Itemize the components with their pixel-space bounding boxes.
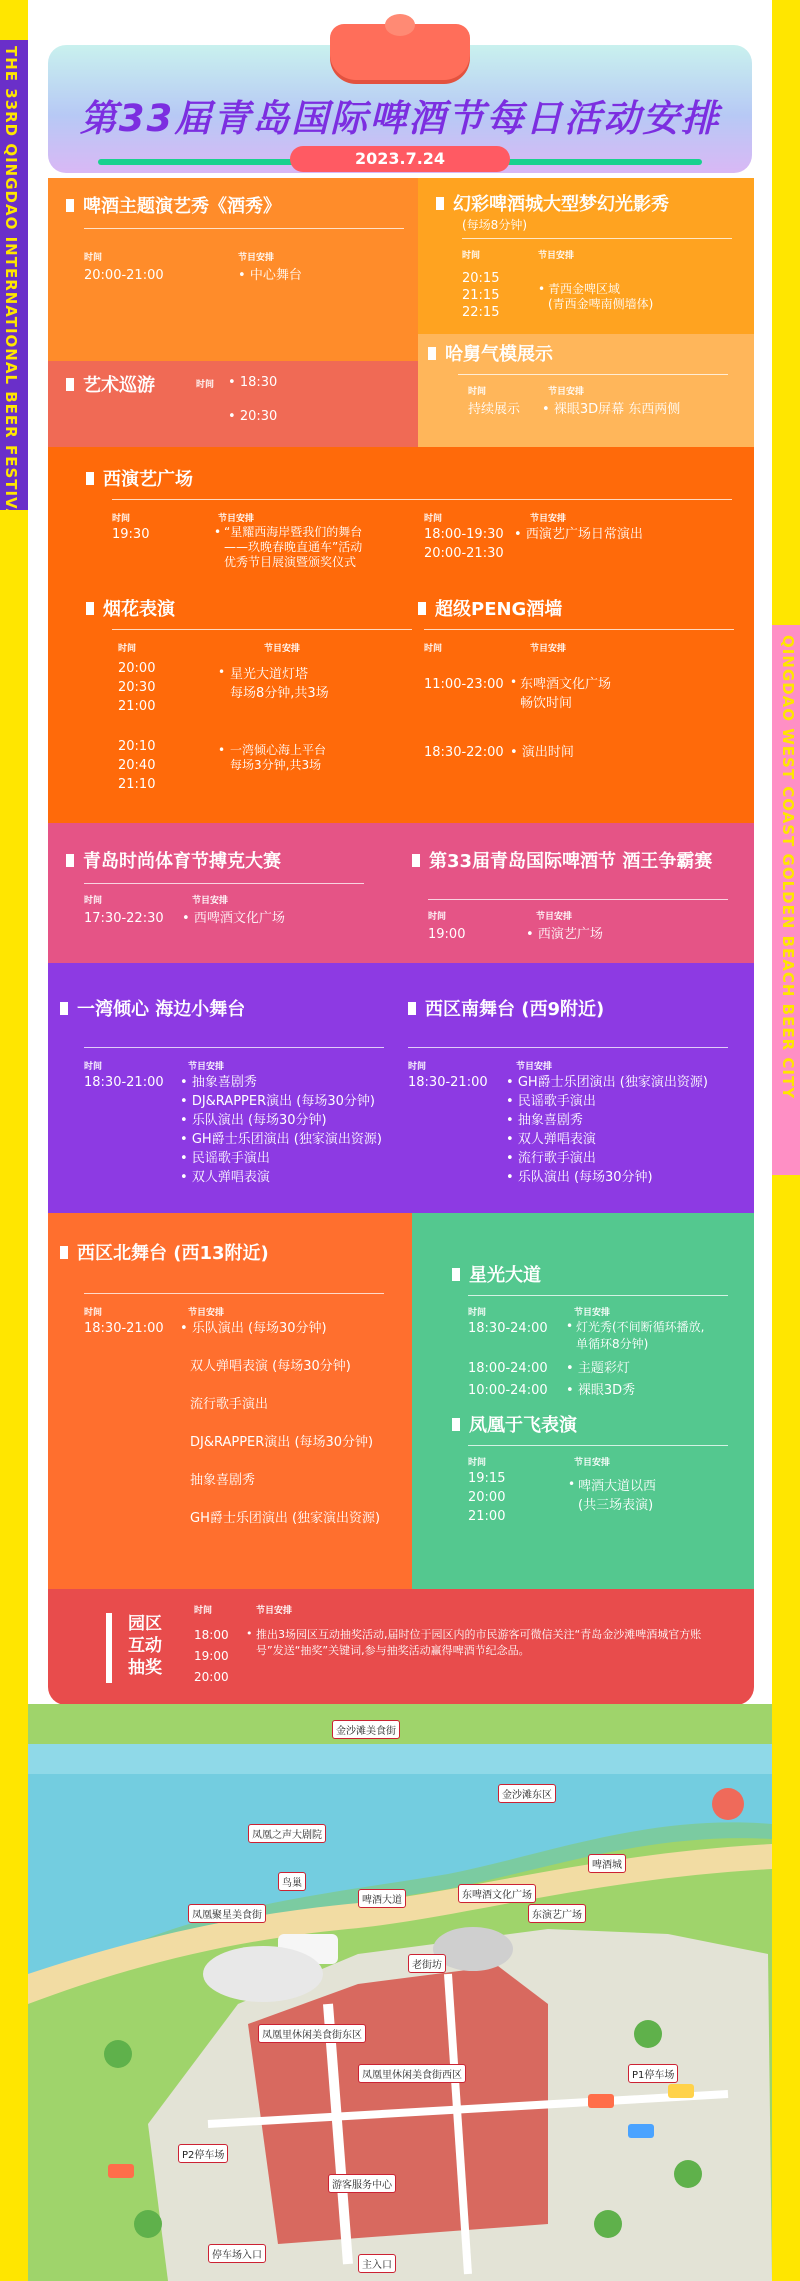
jiuxiu-program: • 中心舞台 <box>238 266 302 285</box>
divider <box>84 1047 384 1048</box>
left-vertical-banner <box>0 40 28 532</box>
star-avenue-time-2: 18:00-24:00 <box>468 1361 548 1376</box>
program-label: 节目安排 <box>218 514 255 524</box>
light-show-program: 青西金啤区域 (青西金啤南侧墙体) <box>548 282 654 311</box>
time-label: 时间 <box>84 896 103 906</box>
fireworks-times-2: 20:10 20:40 21:10 <box>118 739 156 792</box>
list-item: • GH爵士乐团演出 (独家演出资源) <box>180 1130 382 1149</box>
divider <box>112 499 732 500</box>
list-item: • DJ&RAPPER演出 (每场30分钟) <box>180 1092 382 1111</box>
north-stage-title: 西区北舞台 (西13附近) <box>60 1243 269 1265</box>
fireworks-title: 烟花表演 <box>86 599 175 621</box>
section-west-plaza-block: 西演艺广场 时间 节目安排 19:30 “星耀西海岸暨我们的舞台 ——玖晚春晚直通车”活动 优秀节目展演暨颁奖仪式 • 时间 节目安排 18:00-19:30 20:00-21:30 • 西演艺广场日常演出 烟花表演 时间 节目安排 20:00 20:30 21:00 星光大道灯塔 每场8分钟,共3场 • 20:10 20:40 21:10 一湾倾心海上平台 每场3分钟,共3场 • 超级PENG酒墙 时间 节目安排 11:00-23:00 东啤酒文化广场 畅饮时间 • 18:30-22:00 • 演出时间 <box>48 447 754 823</box>
map-label: 东演艺广场 <box>528 1904 586 1923</box>
star-avenue-program-2: • 主题彩灯 <box>566 1359 630 1378</box>
section-inflatable <box>418 334 754 447</box>
program-label: 节目安排 <box>188 1062 225 1072</box>
program-label: 节目安排 <box>256 1606 293 1616</box>
lottery-bar <box>106 1613 112 1683</box>
beer-wall-time-1: 11:00-23:00 <box>424 677 504 692</box>
list-item: • 乐队演出 (每场30分钟) <box>506 1168 708 1187</box>
list-item: GH爵士乐团演出 (独家演出资源) <box>190 1511 381 1526</box>
star-avenue-title: 星光大道 <box>452 1265 541 1287</box>
beer-wall-title: 超级PENG酒墙 <box>418 599 562 621</box>
section-star-avenue: 星光大道 时间 节目安排 18:30-24:00 灯光秀(不间断循环播放, 单循环8分钟) • 18:00-24:00 • 主题彩灯 10:00-24:00 • 裸眼3D秀 凤凰于飞表演 时间 节目安排 19:15 20:00 21:00 啤酒大道以西 (共三场表演) • <box>412 1213 754 1589</box>
section-jiuxiu <box>48 178 418 361</box>
list-item: • 乐队演出 (每场30分钟) <box>180 1111 382 1130</box>
boke-title: 青岛时尚体育节搏克大赛 <box>66 851 281 873</box>
clipboard-clip-icon <box>330 24 470 80</box>
list-item: • 乐队演出 (每场30分钟) <box>180 1319 327 1338</box>
west-plaza-time: 19:30 <box>112 527 150 542</box>
list-item: • 双人弹唱表演 <box>506 1130 708 1149</box>
light-show-title: 幻彩啤酒城大型梦幻光影秀 <box>436 194 669 216</box>
left-banner-text: THE 33RD QINGDAO INTERNATIONAL BEER FESTIVAL <box>2 46 20 532</box>
list-item: • 双人弹唱表演 <box>180 1168 382 1187</box>
list-item: 抽象喜剧秀 <box>190 1473 256 1488</box>
star-avenue-program-3: • 裸眼3D秀 <box>566 1381 635 1400</box>
star-avenue-time-1: 18:30-24:00 <box>468 1321 548 1336</box>
time-label: 时间 <box>112 514 131 524</box>
boke-program: • 西啤酒文化广场 <box>182 909 285 928</box>
fireworks-program-2: 一湾倾心海上平台 每场3分钟,共3场 <box>230 743 327 772</box>
star-avenue-program-1: 灯光秀(不间断循环播放, 单循环8分钟) <box>576 1320 705 1351</box>
map-label: 主入口 <box>358 2254 396 2273</box>
south-stage-time: 18:30-21:00 <box>408 1075 488 1090</box>
map-label: 金沙滩东区 <box>498 1784 556 1803</box>
south-stage-list <box>506 1073 708 1187</box>
beer-wall-program-2: • 演出时间 <box>510 743 574 762</box>
map-label: 啤酒城 <box>588 1854 626 1873</box>
map-label: 老街坊 <box>408 1954 446 1973</box>
section-light-show: 幻彩啤酒城大型梦幻光影秀 (每场8分钟) 时间 节目安排 20:15 21:15 22:15 青西金啤区域 (青西金啤南侧墙体) • <box>418 178 754 334</box>
date-badge: 2023.7.24 <box>290 146 510 172</box>
seaside-stage-title: 一湾倾心 海边小舞台 <box>60 999 245 1021</box>
section-north-stage <box>48 1213 412 1589</box>
time-label: 时间 <box>196 380 215 390</box>
parade-title: 艺术巡游 <box>66 375 155 397</box>
right-vertical-banner <box>772 625 800 1175</box>
program-label: 节目安排 <box>538 251 575 261</box>
divider <box>112 629 412 630</box>
boke-time: 17:30-22:30 <box>84 911 164 926</box>
list-item: 双人弹唱表演 (每场30分钟) <box>190 1359 351 1374</box>
map-label: 凤凰里休闲美食街西区 <box>358 2064 466 2083</box>
fireworks-times-1: 20:00 20:30 21:00 <box>118 661 156 714</box>
section-lottery: 园区 互动 抽奖 时间 节目安排 18:00 19:00 20:00 推出3场园区互动抽奖活动,届时位于园区内的市民游客可微信关注“青岛金沙滩啤酒城官方账号”发送“抽奖”关键词,参与抽奖活动赢得啤酒节纪念品。 • <box>48 1589 754 1705</box>
map-label: P2停车场 <box>178 2144 228 2163</box>
list-item: • GH爵士乐团演出 (独家演出资源) <box>506 1073 708 1092</box>
divider <box>468 1295 728 1296</box>
light-show-times: 20:15 21:15 22:15 <box>462 271 500 320</box>
inflatable-title: 哈舅气模展示 <box>428 344 553 366</box>
list-item: • 流行歌手演出 <box>506 1149 708 1168</box>
time-label: 时间 <box>194 1606 213 1616</box>
map-label: 游客服务中心 <box>328 2174 396 2193</box>
list-item: • 抽象喜剧秀 <box>180 1073 382 1092</box>
map-illustration <box>28 1704 772 2281</box>
inflatable-program: • 裸眼3D屏幕 东西两侧 <box>542 400 680 419</box>
program-label: 节目安排 <box>574 1458 611 1468</box>
time-label: 时间 <box>468 387 487 397</box>
program-label: 节目安排 <box>516 1062 553 1072</box>
right-banner-text: QINGDAO WEST COAST GOLDEN BEACH BEER CITY <box>779 635 797 1100</box>
map-label: 凤凰之声大剧院 <box>248 1824 326 1843</box>
program-label: 节目安排 <box>264 644 301 654</box>
map-label: 金沙滩美食街 <box>332 1720 400 1739</box>
time-label: 时间 <box>468 1458 487 1468</box>
list-item: • 民谣歌手演出 <box>180 1149 382 1168</box>
program-label: 节目安排 <box>238 253 275 263</box>
program-label: 节目安排 <box>548 387 585 397</box>
park-map <box>28 1704 772 2281</box>
divider <box>424 629 734 630</box>
divider <box>462 238 732 239</box>
time-label: 时间 <box>424 514 443 524</box>
beer-king-program: • 西演艺广场 <box>526 925 603 944</box>
beer-king-title: 第33届青岛国际啤酒节 酒王争霸赛 <box>412 851 712 873</box>
lottery-times: 18:00 19:00 20:00 <box>194 1628 229 1684</box>
program-label: 节目安排 <box>574 1308 611 1318</box>
time-label: 时间 <box>462 251 481 261</box>
divider <box>428 899 728 900</box>
divider <box>468 1445 728 1446</box>
program-label: 节目安排 <box>530 644 567 654</box>
north-stage-time: 18:30-21:00 <box>84 1321 164 1336</box>
west-plaza-program: “星耀西海岸暨我们的舞台 ——玖晚春晚直通车”活动 优秀节目展演暨颁奖仪式 <box>224 525 363 569</box>
time-label: 时间 <box>84 253 103 263</box>
divider <box>458 374 728 375</box>
time-label: 时间 <box>408 1062 427 1072</box>
lottery-title: 园区 互动 抽奖 <box>128 1614 162 1678</box>
phoenix-program: 啤酒大道以西 (共三场表演) <box>578 1479 657 1513</box>
map-label: 凤凰聚星美食街 <box>188 1904 266 1923</box>
program-label: 节目安排 <box>192 896 229 906</box>
beer-wall-program-1: 东啤酒文化广场 畅饮时间 <box>520 677 612 711</box>
lottery-program: 推出3场园区互动抽奖活动,届时位于园区内的市民游客可微信关注“青岛金沙滩啤酒城官方账号”发送“抽奖”关键词,参与抽奖活动赢得啤酒节纪念品。 <box>256 1628 702 1657</box>
list-item: 流行歌手演出 <box>190 1397 269 1412</box>
section-stages-purple <box>48 963 754 1213</box>
map-label: P1停车场 <box>628 2064 678 2083</box>
list-item: • 民谣歌手演出 <box>506 1092 708 1111</box>
parade-time-1: • 18:30 <box>228 373 277 392</box>
section-parade <box>48 361 418 447</box>
seaside-stage-list <box>180 1073 382 1187</box>
jiuxiu-title: 啤酒主题演艺秀《酒秀》 <box>66 196 281 218</box>
time-label: 时间 <box>424 644 443 654</box>
divider <box>84 1293 384 1294</box>
jiuxiu-time: 20:00-21:00 <box>84 268 164 283</box>
west-plaza-program-b: • 西演艺广场日常演出 <box>514 525 643 544</box>
time-label: 时间 <box>118 644 137 654</box>
map-label: 啤酒大道 <box>358 1889 406 1908</box>
time-label: 时间 <box>84 1062 103 1072</box>
west-plaza-title: 西演艺广场 <box>86 469 193 491</box>
seaside-stage-time: 18:30-21:00 <box>84 1075 164 1090</box>
light-show-subtitle: (每场8分钟) <box>462 218 527 232</box>
list-item: • 抽象喜剧秀 <box>506 1111 708 1130</box>
fireworks-program-1: 星光大道灯塔 每场8分钟,共3场 <box>230 667 329 701</box>
beer-king-time: 19:00 <box>428 927 466 942</box>
west-plaza-time-b: 18:00-19:30 20:00-21:30 <box>424 527 504 561</box>
divider <box>84 883 364 884</box>
program-label: 节目安排 <box>536 912 573 922</box>
inflatable-time: 持续展示 <box>468 402 521 417</box>
time-label: 时间 <box>84 1308 103 1318</box>
south-stage-title: 西区南舞台 (西9附近) <box>408 999 604 1021</box>
divider <box>84 228 404 229</box>
phoenix-title: 凤凰于飞表演 <box>452 1415 577 1437</box>
map-label: 停车场入口 <box>208 2244 266 2263</box>
map-label: 东啤酒文化广场 <box>458 1884 536 1903</box>
beer-wall-time-2: 18:30-22:00 <box>424 745 504 760</box>
program-label: 节目安排 <box>188 1308 225 1318</box>
phoenix-times: 19:15 20:00 21:00 <box>468 1471 506 1524</box>
map-label: 鸟巢 <box>278 1872 306 1891</box>
map-label: 凤凰里休闲美食街东区 <box>258 2024 366 2043</box>
page-title: 第33届青岛国际啤酒节每日活动安排 <box>79 97 721 140</box>
list-item: DJ&RAPPER演出 (每场30分钟) <box>190 1435 374 1450</box>
divider <box>408 1047 728 1048</box>
section-boke-contest <box>48 823 754 963</box>
time-label: 时间 <box>468 1308 487 1318</box>
parade-time-2: • 20:30 <box>228 407 277 426</box>
time-label: 时间 <box>428 912 447 922</box>
star-avenue-time-3: 10:00-24:00 <box>468 1383 548 1398</box>
program-label: 节目安排 <box>530 514 567 524</box>
